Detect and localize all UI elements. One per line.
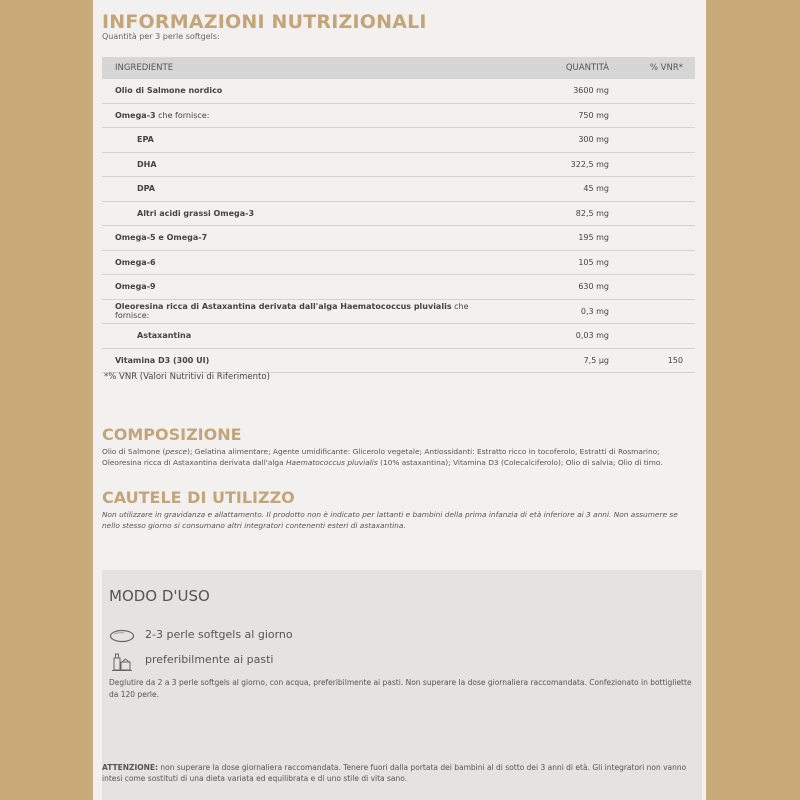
table-row [102,177,695,202]
ingredient-name: Omega-5 e Omega-7 [115,233,208,243]
row-ingredient [102,128,499,153]
row-ingredient [102,79,499,103]
ingredient-name: Astaxantina [137,331,192,341]
modo-item-text: 2-3 perle softgels al giorno [145,628,293,641]
ingredient-name: Altri acidi grassi Omega-3 [137,208,255,218]
table-row [102,152,695,177]
vnr-footnote: *% VNR (Valori Nutritivi di Riferimento) [104,372,270,382]
meal-icon [109,652,135,670]
table-row [102,226,695,251]
softgel-capsule-icon [109,627,135,645]
ingredient-name: Omega-9 [115,282,156,292]
table-row [102,103,695,128]
ingredient-name: Omega-3 [115,110,156,120]
row-ingredient [102,275,499,300]
table-row [102,201,695,226]
modo-item-text: preferibilmente ai pasti [145,653,274,666]
row-vnr [613,226,695,251]
ingredient-name: DHA [137,159,157,169]
row-ingredient [102,177,499,202]
nutrition-subtitle: Quantità per 3 perle softgels: [102,32,220,41]
nutrition-table-body [102,79,695,373]
row-ingredient [102,226,499,251]
composizione-text [102,446,690,468]
row-quantity: 0,3 mg [499,299,613,324]
row-ingredient [102,299,499,324]
row-quantity: 82,5 mg [499,201,613,226]
row-vnr [613,299,695,324]
row-ingredient [102,152,499,177]
row-quantity: 45 mg [499,177,613,202]
warning-text [102,762,698,784]
warning-body: non superare la dose giornaliera raccomandata. Tenere fuori dalla portata dei bambini al di sotto dei 3 anni di età. Gli integratori non vanno intesi come sostituti di una dieta variata ed equilibrata e di uno stile di vita sano. [102,763,687,783]
row-quantity: 195 mg [499,226,613,251]
row-ingredient [102,324,499,349]
nutrition-table [102,57,695,373]
composizione-part-3: (10% astaxantina); Vitamina D3 (Colecalciferolo); Olio di salvia; Olio di timo. [377,458,663,467]
composizione-title: COMPOSIZIONE [102,425,242,444]
modo-uso-section [102,570,702,800]
ingredient-name: Olio di Salmone nordico [115,86,223,96]
row-ingredient [102,250,499,275]
row-quantity: 322,5 mg [499,152,613,177]
row-quantity: 3600 mg [499,79,613,103]
row-ingredient [102,348,499,373]
ingredient-suffix: che fornisce: [115,302,469,321]
row-vnr [613,201,695,226]
table-row [102,348,695,373]
ingredient-suffix: che fornisce: [155,110,210,120]
cautele-text: Non utilizzare in gravidanza e allattamento. Il prodotto non è indicato per lattanti e bambini della prima infanzia di età inferiore ai 3 anni. Non assumere se nello stesso giorno si consumano altri integratori contenenti esteri di astaxantina. [102,510,678,530]
row-vnr [613,250,695,275]
cautele-title: CAUTELE DI UTILIZZO [102,488,295,507]
row-quantity: 630 mg [499,275,613,300]
row-vnr [613,324,695,349]
row-quantity: 750 mg [499,103,613,128]
modo-uso-description: Deglutire da 2 a 3 perle softgels al giorno, con acqua, preferibilmente ai pasti. Non superare la dose giornaliera raccomandata. Confezionato in bottigliette da 120 perle. [109,678,692,699]
table-row [102,299,695,324]
row-quantity: 300 mg [499,128,613,153]
row-vnr [613,152,695,177]
ingredient-name: Oleoresina ricca di Astaxantina derivata dall'alga Haematococcus pluvialis [115,302,452,312]
row-quantity: 7,5 µg [499,348,613,373]
row-vnr [613,128,695,153]
composizione-italic-1: pesce [165,447,188,456]
ingredient-name: DPA [137,184,155,194]
warning-label: ATTENZIONE: [102,763,159,772]
row-quantity: 105 mg [499,250,613,275]
header-quantity: QUANTITÀ [499,57,613,79]
composizione-part-1: Olio di Salmone ( [102,447,166,456]
table-row [102,79,695,103]
composizione-part-2: ); Gelatina alimentare; Agente umidificante: Glicerolo vegetale; Antiossidanti: Estratto ricco in tocoferolo, Estratti di Rosmarino; Oleoresina ricca di Astaxantina derivata dall'alga [102,447,660,467]
modo-uso-title: MODO D'USO [109,587,210,605]
table-header-row [102,57,695,79]
header-vnr: % VNR* [613,57,695,79]
table-row [102,250,695,275]
document-frame [93,0,706,800]
table-row [102,128,695,153]
row-ingredient [102,103,499,128]
row-vnr [613,275,695,300]
table-row [102,324,695,349]
ingredient-name: Omega-6 [115,257,156,267]
ingredient-name: EPA [137,135,154,145]
row-vnr [613,103,695,128]
header-ingredient: INGREDIENTE [102,57,499,79]
composizione-italic-2: Haematococcus pluvialis [285,458,378,467]
row-quantity: 0,03 mg [499,324,613,349]
row-vnr [613,177,695,202]
document-page [93,0,706,800]
row-ingredient [102,201,499,226]
row-vnr [613,79,695,103]
ingredient-name: Vitamina D3 (300 UI) [115,355,210,365]
table-row [102,275,695,300]
nutrition-title: INFORMAZIONI NUTRIZIONALI [102,11,427,33]
row-vnr: 150 [613,348,695,373]
